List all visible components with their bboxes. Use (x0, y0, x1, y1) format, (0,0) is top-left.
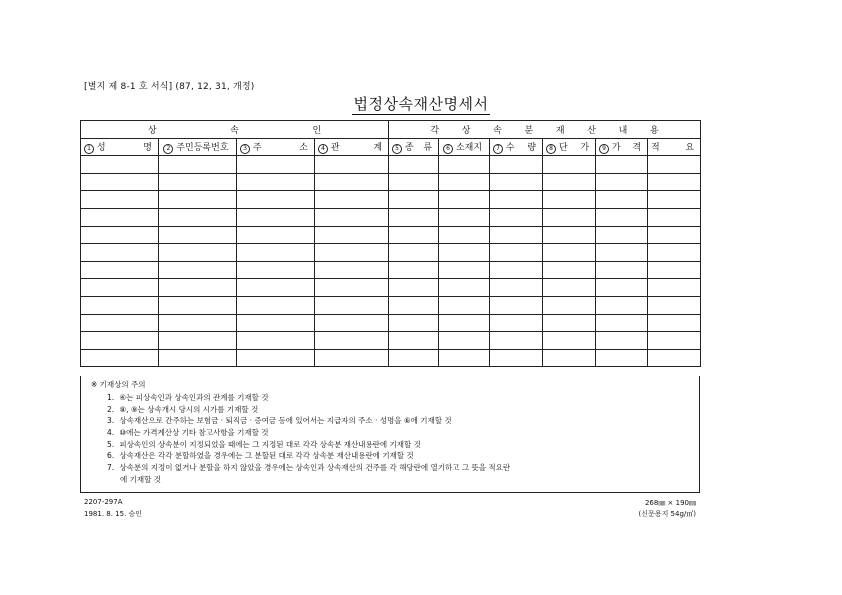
column-header-left (599, 140, 621, 154)
table-cell[interactable] (389, 296, 439, 314)
note-number: 3. (107, 416, 115, 426)
table-cell[interactable] (389, 261, 439, 279)
circled-number-icon: 1 (84, 144, 94, 154)
table-cell[interactable] (159, 296, 237, 314)
table-cell[interactable] (389, 226, 439, 244)
table-cell[interactable] (159, 226, 237, 244)
note-text: 상속재산으로 간주하는 보험금 · 퇴직금 · 증여금 등에 있어서는 지급자의 주소 · 성명을 ⑥에 기재할 것 (119, 416, 452, 426)
table-cell[interactable] (159, 332, 237, 350)
column-header-left (546, 140, 568, 154)
table-cell[interactable] (439, 261, 490, 279)
table-cell[interactable] (596, 332, 648, 350)
column-header-text: 단 (558, 142, 568, 153)
table-cell[interactable] (389, 332, 439, 350)
table-cell[interactable] (648, 349, 701, 367)
table-cell[interactable] (648, 296, 701, 314)
column-header-left (84, 140, 106, 154)
column-header-text-end: 류 (423, 143, 433, 154)
table-cell[interactable] (490, 156, 543, 174)
column-header-left (318, 140, 340, 154)
column-header-label (648, 140, 700, 153)
column-header-text: 가 (611, 142, 621, 153)
table-cell[interactable] (596, 173, 648, 191)
column-header (439, 138, 490, 156)
circled-number-icon: 5 (392, 144, 402, 154)
table-cell[interactable] (596, 226, 648, 244)
note-text: ⑧, ⑨는 상속개시 당시의 시가를 기재할 것 (119, 404, 259, 414)
table-cell[interactable] (596, 349, 648, 367)
note-item (107, 462, 510, 474)
table-cell[interactable] (159, 156, 237, 174)
note-text: 에 기재할 것 (120, 474, 161, 484)
paper-spec: (신문용지 54g/㎡) (638, 510, 696, 518)
column-header (543, 138, 596, 156)
table-cell[interactable] (81, 279, 159, 297)
table-cell[interactable] (389, 279, 439, 297)
table-cell[interactable] (81, 296, 159, 314)
table-row (81, 314, 701, 332)
table-cell[interactable] (159, 261, 237, 279)
table-cell[interactable] (543, 156, 596, 174)
column-header-label (159, 140, 236, 154)
column-header-text-end: 명 (143, 143, 152, 154)
note-text: ④는 피상속인과 상속인과의 관계를 기재할 것 (119, 393, 269, 402)
column-header-text-end: 격 (632, 143, 642, 154)
column-header-label (490, 140, 542, 154)
table-cell[interactable] (648, 208, 701, 226)
heir-group-label (81, 123, 388, 136)
note-item (107, 427, 510, 439)
table-cell[interactable] (648, 244, 701, 262)
page-title-text: 법정상속재산명세서 (353, 95, 489, 113)
column-header-text: 주 (252, 142, 262, 153)
table-cell[interactable] (81, 208, 159, 226)
table-cell[interactable] (81, 332, 159, 350)
table-cell[interactable] (315, 244, 389, 262)
circled-number-icon: 7 (493, 144, 503, 154)
table-cell[interactable] (237, 191, 315, 209)
table-cell[interactable] (439, 156, 490, 174)
property-word: 산 (587, 125, 596, 136)
table-cell[interactable] (543, 173, 596, 191)
table-cell[interactable] (389, 191, 439, 209)
heir-group-header (81, 121, 389, 139)
table-row (81, 261, 701, 279)
table-cell[interactable] (315, 173, 389, 191)
column-header-label (315, 140, 388, 154)
column-header-text: 수 (505, 142, 515, 153)
table-cell[interactable] (389, 156, 439, 174)
table-cell[interactable] (439, 349, 490, 367)
table-cell[interactable] (315, 226, 389, 244)
note-number: 7. (107, 463, 115, 473)
column-header-text-end: 계 (373, 143, 383, 154)
table-cell[interactable] (81, 226, 159, 244)
table-cell[interactable] (648, 279, 701, 297)
column-header-text-end: 량 (527, 143, 537, 154)
table-cell[interactable] (315, 332, 389, 350)
property-word: 상 (461, 125, 471, 136)
column-header-text-end: 요 (685, 143, 695, 154)
table-cell[interactable] (490, 296, 543, 314)
note-number: 1. (107, 393, 115, 402)
circled-number-icon: 6 (443, 144, 453, 154)
note-number: 4. (107, 428, 115, 438)
table-cell[interactable] (490, 261, 543, 279)
table-cell[interactable] (315, 349, 389, 367)
table-cell[interactable] (648, 226, 701, 244)
heir-word: 상 (147, 125, 157, 136)
table-cell[interactable] (159, 173, 237, 191)
note-item (107, 474, 510, 486)
table-cell[interactable] (315, 279, 389, 297)
column-header-label (389, 140, 438, 154)
note-item (107, 450, 510, 462)
table-cell[interactable] (315, 314, 389, 332)
property-word: 각 (430, 125, 440, 136)
column-header (81, 138, 159, 156)
table-cell[interactable] (159, 191, 237, 209)
note-item (107, 404, 510, 416)
property-word: 내 (618, 125, 628, 136)
column-header-text: 주민등록번호 (176, 142, 229, 153)
table-row (81, 244, 701, 262)
table-cell[interactable] (237, 226, 315, 244)
column-header (237, 138, 315, 156)
table-cell[interactable] (315, 191, 389, 209)
table-body (81, 156, 701, 367)
column-header (648, 138, 701, 156)
table-cell[interactable] (439, 191, 490, 209)
column-header-left (163, 140, 228, 154)
column-header-text: 소재지 (455, 142, 483, 153)
table-cell[interactable] (237, 279, 315, 297)
table-cell[interactable] (490, 208, 543, 226)
column-header (159, 138, 237, 156)
note-item (107, 415, 510, 427)
table-cell[interactable] (159, 349, 237, 367)
column-header-label (439, 140, 489, 154)
table-row (81, 296, 701, 314)
form-code: 2207-297A (84, 498, 123, 506)
table-cell[interactable] (237, 261, 315, 279)
table-cell[interactable] (648, 173, 701, 191)
table-cell[interactable] (389, 314, 439, 332)
table-cell[interactable] (81, 191, 159, 209)
page-title (0, 93, 842, 114)
column-header-left (493, 140, 515, 154)
property-word: 분 (524, 125, 534, 136)
table-cell[interactable] (596, 156, 648, 174)
table-cell[interactable] (81, 261, 159, 279)
table-cell[interactable] (648, 314, 701, 332)
table-cell[interactable] (490, 191, 543, 209)
table-cell[interactable] (490, 314, 543, 332)
table-cell[interactable] (596, 191, 648, 209)
table-cell[interactable] (543, 191, 596, 209)
notes-box (80, 376, 700, 493)
table-cell[interactable] (315, 296, 389, 314)
table-cell[interactable] (81, 173, 159, 191)
table-cell[interactable] (439, 279, 490, 297)
note-number: 6. (107, 451, 115, 461)
circled-number-icon: 8 (546, 144, 556, 154)
column-header-row (81, 138, 701, 156)
table-cell[interactable] (490, 226, 543, 244)
table-cell[interactable] (490, 173, 543, 191)
column-header (389, 138, 439, 156)
table-cell[interactable] (315, 261, 389, 279)
table-cell[interactable] (543, 332, 596, 350)
heir-word: 인 (312, 125, 322, 136)
column-header-text: 성 (96, 142, 106, 153)
table-cell[interactable] (159, 244, 237, 262)
note-number: 5. (107, 439, 115, 449)
table-cell[interactable] (237, 244, 315, 262)
table-cell[interactable] (439, 314, 490, 332)
column-header (490, 138, 543, 156)
table-cell[interactable] (490, 349, 543, 367)
table-row (81, 226, 701, 244)
table-cell[interactable] (543, 349, 596, 367)
table-row (81, 173, 701, 191)
circled-number-icon: 4 (318, 144, 328, 154)
table-cell[interactable] (439, 226, 490, 244)
column-header-left (392, 140, 414, 154)
table-cell[interactable] (237, 173, 315, 191)
table-row (81, 349, 701, 367)
table-cell[interactable] (439, 244, 490, 262)
table-cell[interactable] (81, 156, 159, 174)
table-cell[interactable] (315, 208, 389, 226)
table-cell[interactable] (543, 244, 596, 262)
property-word: 용 (650, 125, 659, 136)
table-cell[interactable] (648, 261, 701, 279)
table-cell[interactable] (159, 208, 237, 226)
column-header-label (596, 140, 647, 154)
approval-date: 1981. 8. 15. 승인 (84, 510, 143, 518)
heir-word: 속 (230, 125, 239, 136)
table-cell[interactable] (648, 332, 701, 350)
table-row (81, 208, 701, 226)
group-header-row (81, 121, 701, 139)
table-cell[interactable] (543, 314, 596, 332)
inheritance-property-table (80, 120, 701, 367)
table-row (81, 156, 701, 174)
property-group-header (389, 121, 701, 139)
column-header-text: 적 (651, 143, 660, 154)
column-header-text: 종 (404, 142, 414, 153)
column-header-label (237, 140, 314, 154)
table-cell[interactable] (237, 208, 315, 226)
table-cell[interactable] (490, 244, 543, 262)
column-header (315, 138, 389, 156)
column-header-left (443, 140, 482, 154)
paper-size: 268㎜ × 190㎜ (644, 499, 696, 507)
table-cell[interactable] (596, 279, 648, 297)
table-cell[interactable] (315, 156, 389, 174)
column-header-label (543, 140, 595, 154)
circled-number-icon: 3 (240, 144, 250, 154)
table-cell[interactable] (81, 349, 159, 367)
table-cell[interactable] (237, 314, 315, 332)
table-cell[interactable] (237, 332, 315, 350)
table-cell[interactable] (648, 191, 701, 209)
table-cell[interactable] (439, 296, 490, 314)
table-cell[interactable] (596, 244, 648, 262)
table-cell[interactable] (543, 226, 596, 244)
table-cell[interactable] (596, 296, 648, 314)
table-cell[interactable] (439, 332, 490, 350)
note-item (107, 392, 510, 404)
circled-number-icon: 2 (163, 144, 173, 154)
column-header-text-end: 가 (580, 143, 590, 154)
property-word: 속 (493, 125, 502, 136)
notes-list (107, 392, 510, 486)
table-cell[interactable] (439, 173, 490, 191)
table-cell[interactable] (596, 208, 648, 226)
property-word: 재 (555, 125, 565, 136)
table-cell[interactable] (543, 279, 596, 297)
column-header-text-end: 소 (299, 143, 308, 154)
note-text: 피상속인의 상속분이 지정되었을 때에는 그 지정된 대로 각각 상속분 재산내용란에 기재할 것 (119, 439, 421, 449)
table-cell[interactable] (543, 208, 596, 226)
column-header (596, 138, 648, 156)
notes-title: ※ 기재상의 주의 (91, 380, 146, 389)
note-text: ⑩에는 가격계산상 기타 참고사항을 기재할 것 (119, 428, 269, 438)
column-header-text: 관 (330, 142, 340, 153)
note-text: 상속분의 지정이 없거나 분할을 하지 않았을 경우에는 상속인과 상속재산의 건주를 각 해당란에 열기하고 그 뜻을 적요란 (119, 463, 511, 473)
table-cell[interactable] (596, 261, 648, 279)
table-cell[interactable] (439, 208, 490, 226)
property-group-label (389, 123, 700, 136)
table-cell[interactable] (490, 332, 543, 350)
table-cell[interactable] (389, 244, 439, 262)
table-cell[interactable] (389, 208, 439, 226)
table-cell[interactable] (596, 314, 648, 332)
note-text: 상속재산은 각각 분할하였을 경우에는 그 분할된 대로 각각 상속분 재산내용란에 기재할 것 (119, 451, 414, 461)
table-cell[interactable] (237, 296, 315, 314)
table-row (81, 279, 701, 297)
table-cell[interactable] (237, 156, 315, 174)
table-cell[interactable] (543, 261, 596, 279)
note-item (107, 439, 510, 451)
table-cell[interactable] (81, 244, 159, 262)
form-number-note: [별지 제 8-1 호 서식] (87, 12, 31, 개정) (84, 82, 255, 92)
circled-number-icon: 9 (599, 144, 609, 154)
column-header-label (81, 140, 158, 154)
table-row (81, 332, 701, 350)
table-cell[interactable] (648, 156, 701, 174)
note-number: 2. (107, 404, 115, 414)
table-cell[interactable] (237, 349, 315, 367)
column-header-left (651, 140, 660, 153)
column-header-left (240, 140, 262, 154)
table-cell[interactable] (490, 279, 543, 297)
table-cell[interactable] (81, 314, 159, 332)
table-cell[interactable] (159, 279, 237, 297)
table-cell[interactable] (159, 314, 237, 332)
table-cell[interactable] (389, 349, 439, 367)
table-cell[interactable] (543, 296, 596, 314)
table-cell[interactable] (389, 173, 439, 191)
table-row (81, 191, 701, 209)
